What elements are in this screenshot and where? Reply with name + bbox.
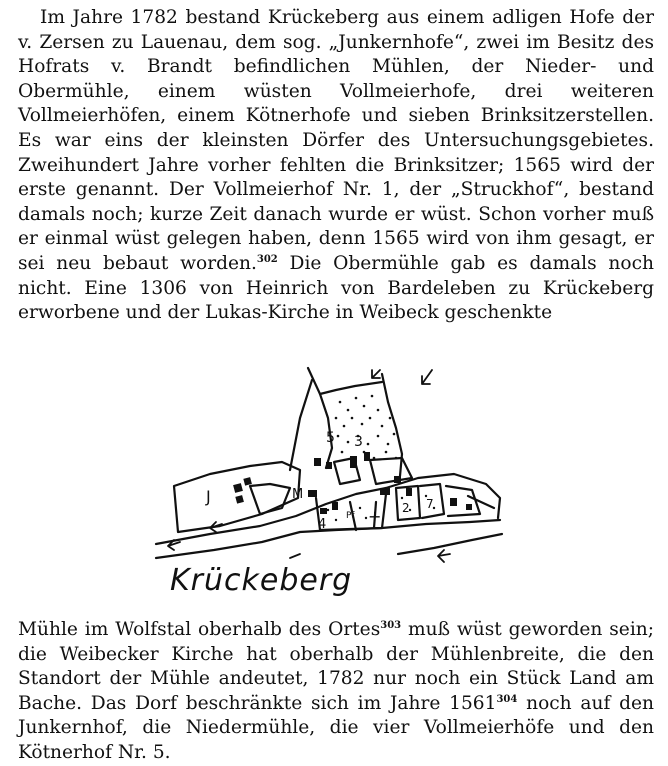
map-label-mill: M	[292, 487, 304, 502]
buildings	[233, 452, 472, 514]
paragraph-top-text-2: Die Obermühle gab es damals noch nicht. Eine 1306 von Heinrich von Bardeleben zu Krückeberg erworbene und der Lukas-Kirche in Weibeck geschenkte	[18, 252, 654, 324]
map-label-church-cross: +	[368, 507, 382, 526]
map-label-three: 3	[354, 434, 363, 450]
paragraph-bottom-text-3: noch auf den Junkernhof, die Niedermühle, die vier Vollmeierhöfe und den Kötnerhof Nr. 5.	[18, 692, 654, 763]
paragraph-bottom	[18, 618, 654, 766]
valley-right-edge	[382, 374, 402, 476]
map-label-four: 4	[318, 517, 327, 532]
paragraph-bottom-text-1: Mühle im Wolfstal oberhalb des Ortes	[18, 619, 381, 640]
paragraph-top	[18, 6, 654, 326]
road-lower	[156, 520, 500, 558]
map-label-two: 2	[402, 501, 410, 515]
map-label-five: 5	[326, 430, 335, 446]
paragraph-top-text-1: Im Jahre 1782 bestand Krückeberg aus einem adligen Hofe der v. Zersen zu Lauenau, dem sog. „Junkernhofe“, zwei im Besitz des Hofrats v. Brandt befindlichen Mühlen, der Nieder- und Obermühle, einem wüsten Vollmeierhofe, drei weiteren Vollmeierhöfen, einem Kötnerhofe und sieben Brinksitzerstellen. Es war eins der kleinsten Dörfer des Untersuchungsgebietes. Zweihundert Jahre vorher fehlten die Brinksitzer; 1565 wird der erste genannt. Der Vollmeierhof Nr. 1, der „Struckhof“, bestand damals noch; kurze Zeit danach wurde er wüst. Schon vorher muß er einmal wüst gelegen haben, denn 1565 wird von ihm gesagt, er sei neu bebaut worden.	[18, 7, 654, 274]
footnote-ref-303: 303	[380, 619, 402, 631]
stream-right	[398, 534, 502, 554]
footnote-ref-304: 304	[496, 693, 518, 705]
map-caption: Krückeberg	[170, 563, 353, 598]
plot-small-upper-right	[370, 458, 412, 484]
valley-top-edge	[320, 382, 382, 394]
map-label-seven-left: J	[206, 487, 211, 506]
map-label-parsonage: Pf	[346, 511, 355, 521]
village-map	[150, 358, 510, 606]
paragraph-bottom-text-2: muß wüst geworden sein; die Weibecker Kirche hat oberhalb der Mühlenbreite, die den Standort der Mühle andeutet, 1782 nur noch ein Stück Land am Bache. Das Dorf beschränkte sich im Jahre 1561	[18, 619, 654, 714]
village-map-sketch	[150, 358, 510, 606]
footnote-ref-302: 302	[256, 253, 278, 265]
map-label-seven-right: 7	[426, 497, 434, 511]
left-ridge-line	[290, 380, 312, 470]
